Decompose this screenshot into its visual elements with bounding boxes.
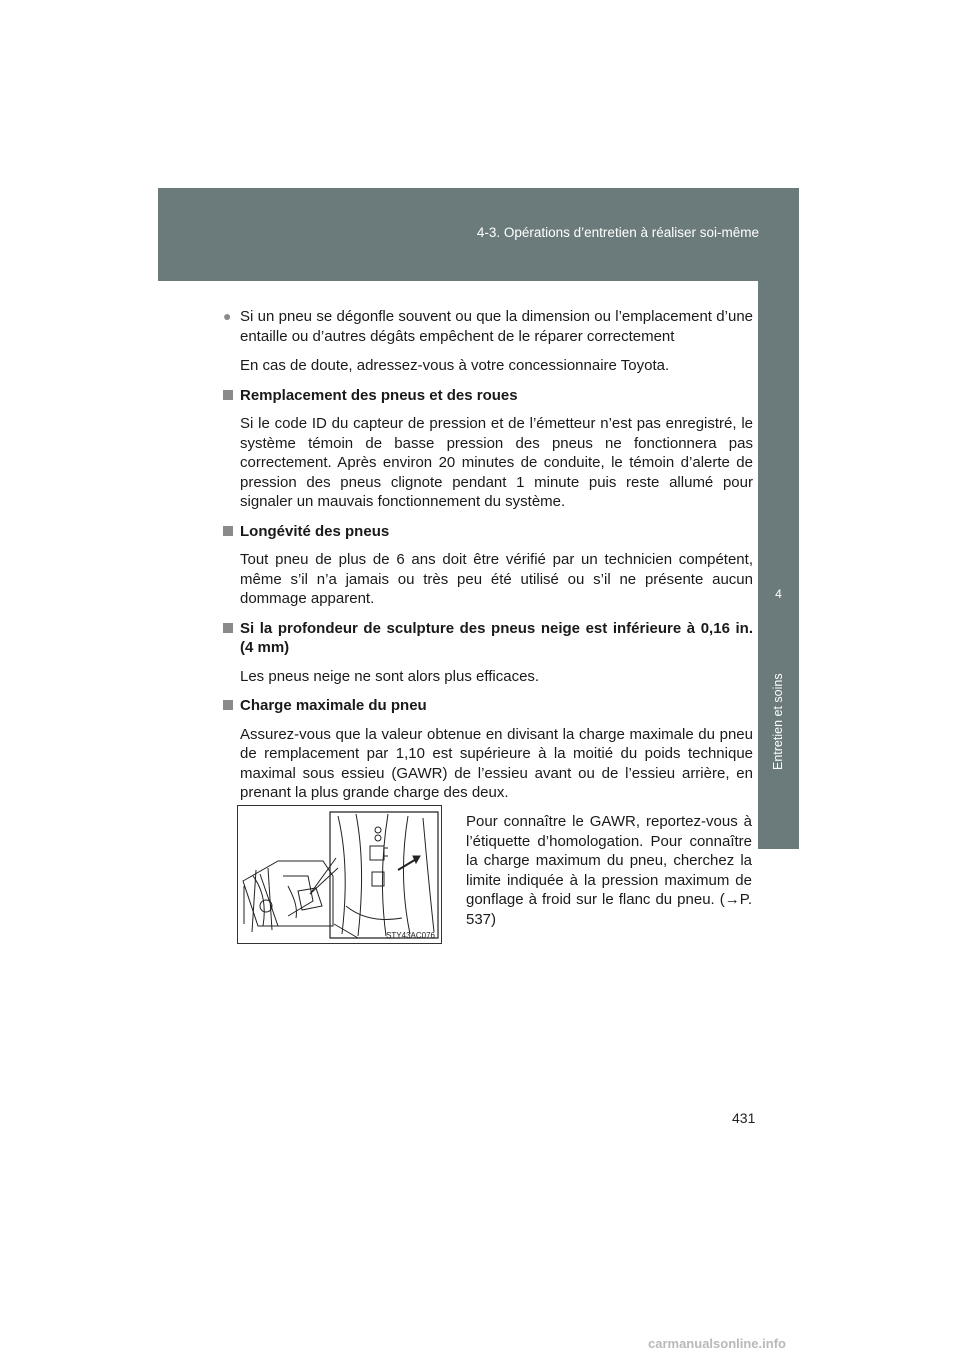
chapter-number: 4 xyxy=(775,587,782,601)
section-title-text: Longévité des pneus xyxy=(240,522,390,540)
page-content xyxy=(223,307,753,803)
section-heading xyxy=(223,619,753,658)
square-bullet-icon xyxy=(223,386,240,406)
figure-code: STY43AC076 xyxy=(386,931,435,940)
intro-paragraph: En cas de doute, adressez-vous à votre concessionnaire Toyota. xyxy=(240,357,670,374)
bullet-text: Si un pneu se dégonfle souvent ou que la dimension ou l’emplacement d’une entaille ou d’autres dégâts empêchent de le réparer correctement xyxy=(240,308,753,345)
section-heading xyxy=(223,386,753,406)
figure-caption xyxy=(466,812,752,929)
section-body: Tout pneu de plus de 6 ans doit être vérifié par un technicien compétent, même s’il n’a jamais ou très peu été utilisé ou s’il ne présente aucun dommage apparent. xyxy=(240,551,753,607)
section-title: 4-3. Opérations d’entretien à réaliser soi-même xyxy=(476,225,759,240)
square-bullet-icon xyxy=(223,696,240,716)
section-body: Assurez-vous que la valeur obtenue en divisant la charge maximale du pneu de remplacement par 1,10 est supérieure à la moitié du poids technique maximal sous essieu (GAWR) de l’essieu avant ou de l’essieu arrière, en prenant la plus grande charge des deux. xyxy=(240,725,753,801)
square-bullet-icon xyxy=(223,522,240,542)
section-title-text: Remplacement des pneus et des roues xyxy=(240,386,518,404)
square-bullet-icon xyxy=(223,619,240,658)
watermark: carmanualsonline.info xyxy=(648,1336,786,1351)
section-title-text: Charge maximale du pneu xyxy=(240,697,427,714)
figure-caption-text: Pour connaître le GAWR, reportez-vous à l’étiquette d’homologation. Pour connaître la charge maximum du pneu, cherchez la limite indiquée à la pression maximum de gonflage à froid sur le flanc du pneu. ( xyxy=(466,813,752,908)
section-body: Les pneus neige ne sont alors plus efficaces. xyxy=(240,667,540,685)
section-heading xyxy=(223,522,753,542)
chapter-side-tab[interactable] xyxy=(758,281,799,849)
section-title-text: Si la profondeur de sculpture des pneus neige est inférieure à 0,16 in. (4 mm) xyxy=(240,619,753,656)
car-door-icon xyxy=(238,806,441,943)
chapter-label: Entretien et soins xyxy=(771,673,785,771)
door-label-illustration xyxy=(237,805,442,944)
bullet-item xyxy=(223,307,753,346)
section-heading xyxy=(223,696,753,716)
section-body: Si le code ID du capteur de pression et de l’émetteur n’est pas enregistré, le système témoin de basse pression des pneus ne fonctionnera pas correctement. Après environ 20 minutes de conduite, le témoin d’alerte de pression des pneus clignote pendant 1 minute puis reste allumé pour signaler un mauvais fonctionnement du système. xyxy=(240,415,753,510)
circle-bullet-icon: ● xyxy=(223,308,232,324)
header-band xyxy=(158,188,799,281)
arrow-icon: → xyxy=(724,891,740,908)
page-reference-link[interactable]: P. 537) xyxy=(466,891,752,928)
page-number: 431 xyxy=(732,1110,756,1126)
